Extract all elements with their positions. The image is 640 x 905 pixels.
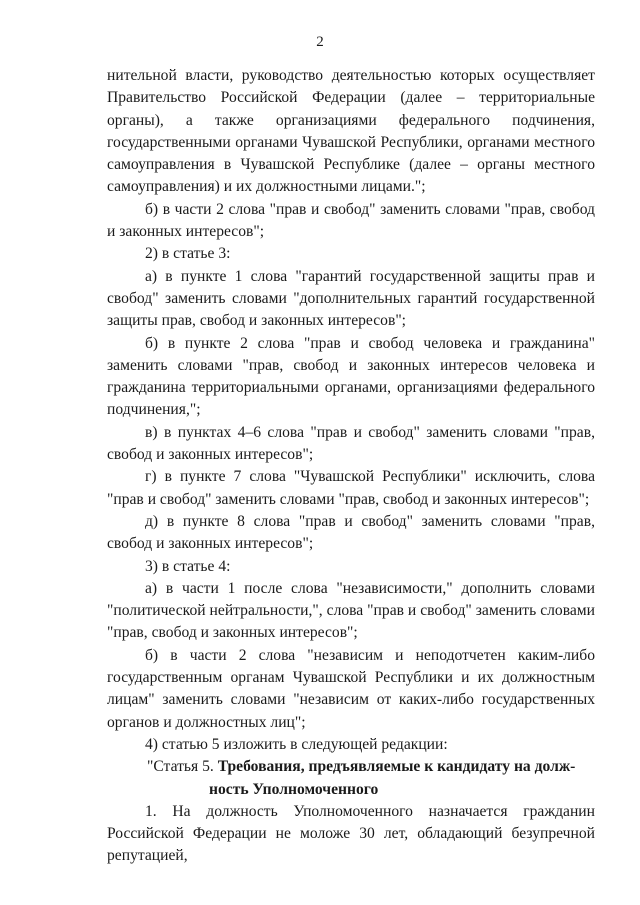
paragraph: в) в пунктах 4–6 слова "прав и свобод" заменить словами "прав, свобод и законных интересов"; <box>107 423 595 464</box>
page-number: 2 <box>316 34 324 50</box>
document-body <box>107 65 595 868</box>
paragraph: г) в пункте 7 слова "Чувашской Республики" исключить, слова "прав и свобод" заменить словами "прав, свобод и законных интересов"; <box>107 468 595 508</box>
paragraph: б) в пункте 2 слова "прав и свобод человека и гражданина" заменить словами "прав, свобод и законных интересов человека и гражданина территориальными органами, организациями федерального подчинения,"; <box>107 334 595 419</box>
paragraph: б) в части 2 слова "независим и неподотчетен каким-либо государственным органам Чувашской Республики и их должностным лицам" заменить словами "независим от каких-либо государственных органов и должностных лиц"; <box>107 646 595 731</box>
paragraph: б) в части 2 слова "прав и свобод" заменить словами "прав, свобод и законных интересов"; <box>107 200 595 241</box>
paragraph: нительной власти, руководство деятельностью которых осуществляет Правительство Российской Федерации (далее – территориальные органы), а также организациями федерального подчинения, государственными органами Чувашской Республики, органами местного самоуправления в Чувашской Республике (далее – органы местного самоуправления) и их должностными лицами."; <box>107 67 595 196</box>
article-heading <box>107 756 595 801</box>
paragraph: а) в пункте 1 слова "гарантий государственной защиты прав и свобод" заменить словами "дополнительных гарантий государственной защиты прав, свобод и законных интересов"; <box>107 267 595 330</box>
article-title-continuation: ность Уполномоченного <box>209 780 379 798</box>
paragraph: д) в пункте 8 слова "прав и свобод" заменить словами "прав, свобод и законных интересов"; <box>107 512 595 553</box>
paragraph: 1. На должность Уполномоченного назначается гражданин Российской Федерации не моложе 30 лет, обладающий безупречной репутацией, <box>107 802 595 865</box>
paragraph: а) в части 1 после слова "независимости," дополнить словами "политической нейтральности,", слова "прав и свобод" заменить словами "прав, свобод и законных интересов"; <box>107 579 595 642</box>
article-prefix: "Статья 5. <box>147 758 218 776</box>
paragraph: 2) в статье 3: <box>145 245 231 263</box>
paragraph: 4) статью 5 изложить в следующей редакции: <box>145 735 448 753</box>
article-title: Требования, предъявляемые к кандидату на долж- <box>217 758 576 776</box>
paragraph: 3) в статье 4: <box>145 557 231 575</box>
